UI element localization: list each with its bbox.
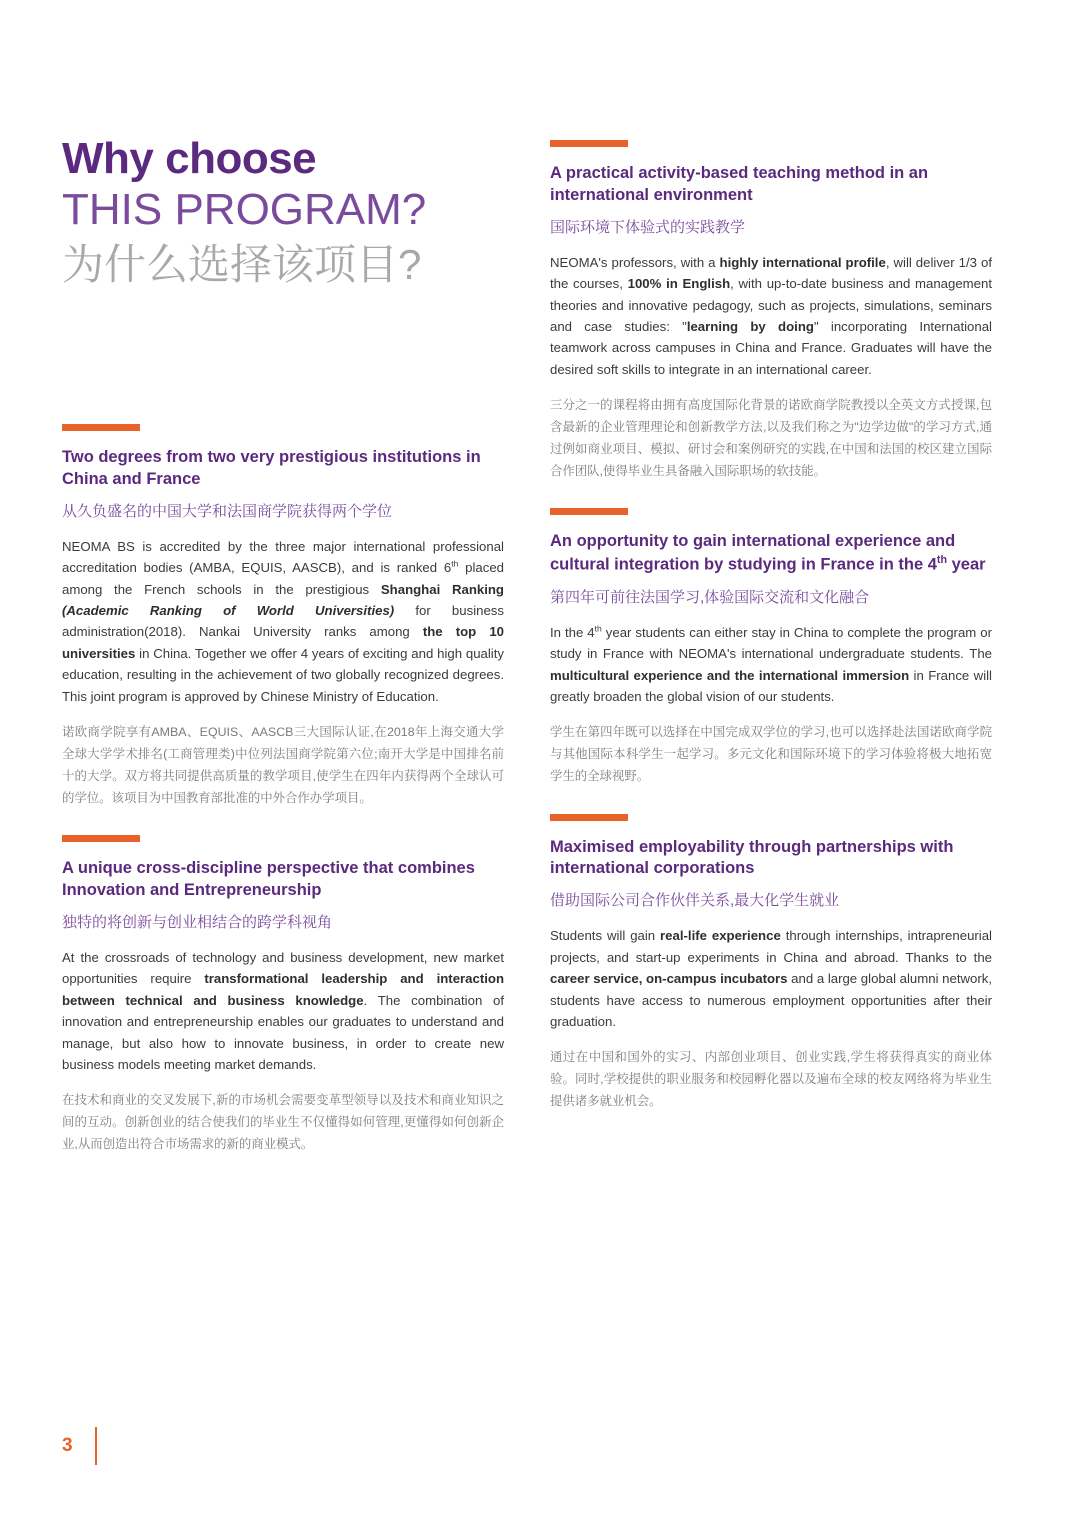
footer-divider xyxy=(95,1427,97,1465)
section-heading-en: A practical activity-based teaching method in an international environment xyxy=(550,164,929,204)
page-number: 3 xyxy=(62,1435,73,1456)
section-heading-cn: 第四年可前往法国学习,体验国际交流和文化融合 xyxy=(550,588,870,606)
section-rule xyxy=(62,835,140,842)
section-heading-cn: 借助国际公司合作伙伴关系,最大化学生就业 xyxy=(550,892,840,910)
page-footer xyxy=(62,1427,97,1465)
section-body-en: NEOMA's professors, with a highly international profile, will deliver 1/3 of the courses, 100% in English, with up-to-date business and management theories and innovative pedagogy, such as projects, simulations, seminars and case studies: "learning by doing" incorporating International teamwork across campuses in China and France. Graduates will have the desired soft skills to integrate in an international career. xyxy=(550,254,993,377)
section-body-cn: 学生在第四年既可以选择在中国完成双学位的学习,也可以选择赴法国诺欧商学院与其他国际本科学生一起学习。多元文化和国际环境下的学习体验将极大地拓宽学生的全球视野。 xyxy=(550,725,992,784)
title-line-1: Why choose xyxy=(62,134,317,183)
section-body-en: Students will gain real-life experience through internships, intrapreneurial projects, and start-up experiments in China and abroad. Thanks to the career service, on-campus incubators and a large global alumni network, students have access to numerous employment opportunities after their graduation. xyxy=(550,928,993,1029)
section-rule xyxy=(550,508,628,515)
section-body-cn: 三分之一的课程将由拥有高度国际化背景的诺欧商学院教授以全英文方式授课,包含最新的企业管理理论和创新教学方法,以及我们称之为"边学边做"的学习方式,通过例如商业项目、模拟、研讨会和案例研究的实践,在中国和法国的校区建立国际合作团队,使得毕业生具备融入国际职场的软技能。 xyxy=(550,398,992,479)
title-line-2: THIS PROGRAM? xyxy=(62,184,427,234)
section-teaching-method xyxy=(550,140,992,482)
section-heading-en: Two degrees from two very prestigious institutions in China and France xyxy=(62,448,481,488)
section-heading-cn: 国际环境下体验式的实践教学 xyxy=(550,218,746,236)
right-column xyxy=(550,140,992,1139)
section-body-en: In the 4th year students can either stay in China to complete the program or study in France with NEOMA's international undergraduate students. The multicultural experience and the international immersion in France will greatly broaden the global vision of our students. xyxy=(550,623,992,704)
section-cross-discipline xyxy=(62,835,504,1155)
section-heading-cn: 独特的将创新与创业相结合的跨学科视角 xyxy=(62,914,333,932)
section-body-en: At the crossroads of technology and business development, new market opportunities require transformational leadership and interaction between technical and business knowledge. The combination of innovation and entrepreneurship enables our graduates to understand and manage, but also how to innovate business, in order to create new business models meeting market demands. xyxy=(62,950,504,1072)
section-rule xyxy=(550,814,628,821)
section-two-degrees xyxy=(62,424,504,809)
section-heading-en: A unique cross-discipline perspective that combines Innovation and Entrepreneurship xyxy=(62,859,475,900)
section-body-cn: 诺欧商学院享有AMBA、EQUIS、AASCB三大国际认证,在2018年上海交通大学全球大学学术排名(工商管理类)中位列法国商学院第六位;南开大学是中国排名前十的大学。双方将共同提供高质量的教学项目,使学生在四年内获得两个全球认可的学位。该项目为中国教育部批准的中外合作办学项目。 xyxy=(62,724,504,806)
section-body-cn: 在技术和商业的交叉发展下,新的市场机会需要变革型领导以及技术和商业知识之间的互动。创新创业的结合使我们的毕业生不仅懂得如何管理,更懂得如何创新企业,从而创造出符合市场需求的新的商业模式。 xyxy=(62,1093,504,1152)
section-employability xyxy=(550,814,992,1113)
section-study-in-france xyxy=(550,508,992,787)
section-body-cn: 通过在中国和国外的实习、内部创业项目、创业实践,学生将获得真实的商业体验。同时,学校提供的职业服务和校园孵化器以及遍布全球的校友网络将为毕业生提供诸多就业机会。 xyxy=(550,1050,992,1109)
section-heading-en: Maximised employability through partnerships with international corporations xyxy=(550,837,954,878)
section-heading-en: An opportunity to gain international experience and cultural integration by studying in France in the 4th year xyxy=(550,532,986,574)
section-rule xyxy=(62,424,140,431)
section-rule xyxy=(550,140,628,147)
left-column xyxy=(62,424,504,1182)
section-body-en: NEOMA BS is accredited by the three major international professional accreditation bodies (AMBA, EQUIS, AASCB), and is ranked 6th placed among the French schools in the prestigious Shanghai Ranking (Academic Ranking of World Universities) for business administration(2018). Nankai University ranks among the top 10 universities in China. Together we offer 4 years of exciting and high quality education, resulting in the achievement of two globally recognized degrees. This joint program is approved by Chinese Ministry of Education. xyxy=(62,538,504,704)
section-heading-cn: 从久负盛名的中国大学和法国商学院获得两个学位 xyxy=(62,502,393,520)
title-line-3-chinese: 为什么选择该项目? xyxy=(62,240,422,288)
page-title xyxy=(62,135,532,290)
